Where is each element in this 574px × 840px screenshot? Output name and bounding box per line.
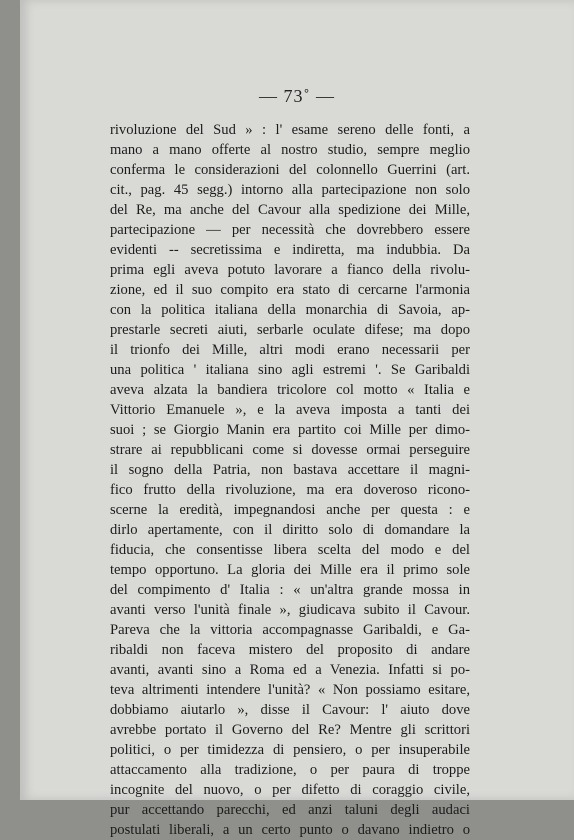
text-line: con la politica italiana della monarchia di Savoia, ap-: [110, 302, 470, 318]
text-line: incognite del nuovo, o per difetto di coraggio civile,: [110, 782, 470, 798]
text-line: conferma le considerazioni del colonnello Guerrini (art.: [110, 162, 470, 178]
text-line: prestarle secreti aiuti, serbarle oculate difese; ma dopo: [110, 322, 470, 338]
text-line: fico frutto della rivoluzione, ma era doveroso ricono-: [110, 482, 470, 498]
text-line: rivoluzione del Sud » : l' esame sereno delle fonti, a: [110, 122, 470, 138]
text-line: cit., pag. 45 segg.) intorno alla partecipazione non solo: [110, 182, 470, 198]
text-line: partecipazione — per necessità che dovrebbero essere: [110, 222, 470, 238]
text-line: politici, o per timidezza di pensiero, o per insuperabile: [110, 742, 470, 758]
text-line: avanti, avanti sino a Roma ed a Venezia. Infatti si po-: [110, 662, 470, 678]
text-line: una politica ' italiana sino agli estremi '. Se Garibaldi: [110, 362, 470, 378]
text-line: postulati liberali, a un certo punto o davano indietro o: [110, 822, 470, 838]
text-line: teva altrimenti intendere l'unità? « Non possiamo esitare,: [110, 682, 470, 698]
text-line: strare ai repubblicani come si dovesse ormai perseguire: [110, 442, 470, 458]
text-line: evidenti -- secretissima e indiretta, ma indubbia. Da: [110, 242, 470, 258]
book-page: [20, 0, 574, 838]
text-line: Vittorio Emanuele », e la aveva imposta a tanti dei: [110, 402, 470, 418]
text-line: del Re, ma anche del Cavour alla spedizione dei Mille,: [110, 202, 470, 218]
text-line: Pareva che la vittoria accompagnasse Garibaldi, e Ga-: [110, 622, 470, 638]
text-line: suoi ; se Giorgio Manin era partito coi Mille per dimo-: [110, 422, 470, 438]
text-line: dobbiamo aiutarlo », disse il Cavour: l' aiuto dove: [110, 702, 470, 718]
text-line: tempo opportuno. La gloria dei Mille era il primo sole: [110, 562, 470, 578]
text-line: il trionfo dei Mille, altri modi erano necessarii per: [110, 342, 470, 358]
page-number: — 73˚ —: [259, 86, 335, 106]
text-line: attaccamento alla tradizione, o per paura di troppe: [110, 762, 470, 778]
text-line: scerne la eredità, impegnandosi anche per questa : e: [110, 502, 470, 518]
text-line: del compimento d' Italia : « un'altra grande mossa in: [110, 582, 470, 598]
text-line: ribaldi non faceva mistero del proposito di andare: [110, 642, 470, 658]
text-line: dirlo apertamente, con il diritto solo di domandare la: [110, 522, 470, 538]
text-line: prima egli aveva potuto lavorare a fianco della rivolu-: [110, 262, 470, 278]
text-line: zione, ed il suo compito era stato di cercarne l'armonia: [110, 282, 470, 298]
text-line: il sogno della Patria, non bastava accettare il magni-: [110, 462, 470, 478]
text-line: mano a mano offerte al nostro studio, sempre meglio: [110, 142, 470, 158]
text-line: avrebbe portato il Governo del Re? Mentre gli scrittori: [110, 722, 470, 738]
text-line: pur accettando parecchi, ed anzi taluni degli audaci: [110, 802, 470, 818]
body-text: [110, 120, 470, 840]
text-line: avanti verso l'unità finale », giudicava subito il Cavour.: [110, 602, 470, 618]
text-line: aveva alzata la bandiera tricolore col motto « Italia e: [110, 382, 470, 398]
text-line: fiducia, che consentisse libera scelta del modo e del: [110, 542, 470, 558]
